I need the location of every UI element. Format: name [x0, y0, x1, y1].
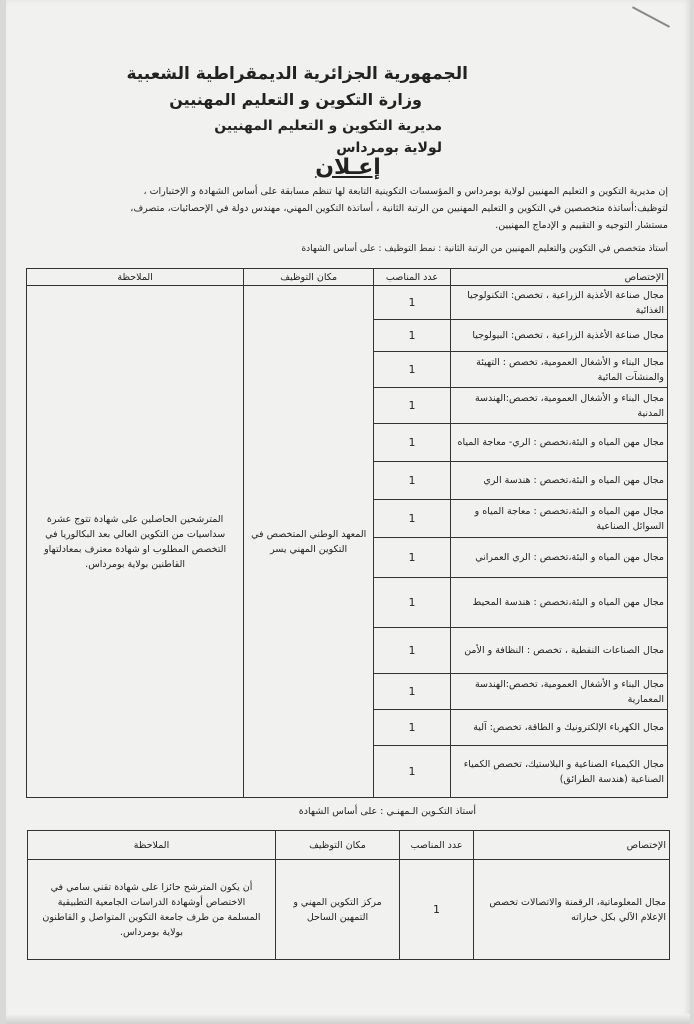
specialty-cell: مجال مهن المياه و البئة،تخصص : الري العمراني [450, 538, 667, 578]
positions-cell: 1 [374, 388, 451, 424]
section2-table [27, 830, 670, 960]
specialty-cell: مجال مهن المياه و البئة،تخصص : الري- معاجة المياه [450, 424, 667, 462]
specialty-cell: مجال مهن المياه و البئة،تخصص : هندسة الري [450, 462, 667, 500]
header-positions: عدد المناصب [374, 269, 451, 286]
page-edge [6, 1014, 690, 1024]
header-place: مكان التوظيف [244, 269, 374, 286]
positions-cell: 1 [374, 352, 451, 388]
specialty-cell: مجال الصناعات النفطية ، تخصص : النظافة و الأمن [450, 628, 667, 674]
notes-cell: أن يكون المترشح حائزا على شهادة تقني سامي في الاختصاص أوشهادة الدراسات الجامعية التطبيقية المسلمة من طرف جامعة التكوين المتواصل و القاطنون بولاية بومرداس. [28, 860, 276, 960]
header-specialty: الإختصاص [474, 831, 670, 860]
positions-cell: 1 [374, 710, 451, 746]
place-cell: مركز التكوين المهني و التمهين الساحل [276, 860, 400, 960]
positions-cell: 1 [400, 860, 474, 960]
place-cell: المعهد الوطني المتخصص في التكوين المهني يسر [244, 286, 374, 798]
header-ministry: وزارة التكوين و التعليم المهنيين [169, 90, 422, 109]
header-positions: عدد المناصب [400, 831, 474, 860]
table-header-row [28, 831, 670, 860]
pen-mark [632, 6, 670, 27]
positions-cell: 1 [374, 320, 451, 352]
positions-cell: 1 [374, 628, 451, 674]
intro-line: لتوظيف:أساتذة متخصصين في التكوين و التعليم المهنيين من الرتبة الثانية ، أساتذة التكوين المهني، مهندس دولة في الإحصائيات، متصرف، [130, 203, 668, 214]
positions-cell: 1 [374, 424, 451, 462]
header-notes: الملاحظة [27, 269, 244, 286]
announcement-title: إعـلان [315, 155, 381, 180]
header-republic: الجمهورية الجزائرية الديمقراطية الشعبية [126, 64, 468, 84]
section2-subtitle: أستاذ التكـوين الـمهنـي : على أساس الشهادة [298, 806, 476, 817]
header-directorate: مديرية التكوين و التعليم المهنيين [214, 118, 442, 134]
positions-cell: 1 [374, 500, 451, 538]
specialty-cell: مجال البناء و الأشغال العمومية، تخصص:الهندسة المعمارية [450, 674, 667, 710]
specialty-cell: مجال الكهرباء الإلكترونيك و الطاقة، تخصص: آلية [450, 710, 667, 746]
table-header-row [27, 269, 668, 286]
specialty-cell: مجال البناء و الأشغال العمومية، تخصص : التهيئة والمنشآت المائية [450, 352, 667, 388]
table-row [28, 860, 670, 960]
notes-cell: المترشحين الحاصلين على شهادة تتوج عشرة سداسيات من التكوين العالي بعد البكالوريا في التخصص المطلوب او شهادة معترف بمعادلتهاو القاطنين بولاية بومرداس. [27, 286, 244, 798]
positions-cell: 1 [374, 538, 451, 578]
header-notes: الملاحظة [28, 831, 276, 860]
section1-subtitle: أستاذ متخصص في التكوين والتعليم المهنيين من الرتبة الثانية : نمط التوظيف : على أساس الشهادة [301, 244, 668, 254]
positions-cell: 1 [374, 674, 451, 710]
intro-line: إن مديرية التكوين و التعليم المهنيين لولاية بومرداس و المؤسسات التكوينية التابعة لها تنظم مسابقة على أساس الشهادة و الإختبارات ، [143, 186, 668, 197]
positions-cell: 1 [374, 746, 451, 798]
specialty-cell: مجال مهن المياه و البئة،تخصص : هندسة المحيط [450, 578, 667, 628]
specialty-cell: مجال الكيمياء الصناعية و البلاستيك، تخصص الكمياء الصناعية (هندسة الطرائق) [450, 746, 667, 798]
specialty-cell: مجال صناعة الأغذية الزراعية ، تخصص: البيولوجيا [450, 320, 667, 352]
document-page [6, 0, 690, 1024]
header-wilaya: لولاية بومرداس [336, 140, 442, 156]
positions-cell: 1 [374, 286, 451, 320]
header-specialty: الإختصاص [450, 269, 667, 286]
table-row [27, 286, 668, 320]
specialty-cell: مجال مهن المياه و البئة،تخصص : معاجة المياه و السوائل الصناعية [450, 500, 667, 538]
positions-cell: 1 [374, 462, 451, 500]
section1-table [26, 268, 668, 798]
specialty-cell: مجال صناعة الأغذية الزراعية ، تخصص: التكنولوجيا الغذائية [450, 286, 667, 320]
intro-text [30, 183, 668, 234]
positions-cell: 1 [374, 578, 451, 628]
specialty-cell: مجال البناء و الأشغال العمومية، تخصص:الهندسة المدنية [450, 388, 667, 424]
header-place: مكان التوظيف [276, 831, 400, 860]
specialty-cell: مجال المعلوماتية، الرقمنة والاتصالات تخصص الإعلام الآلي بكل خياراته [474, 860, 670, 960]
intro-line: مستشار التوجيه و التقييم و الإدماج المهنيين. [495, 220, 668, 231]
